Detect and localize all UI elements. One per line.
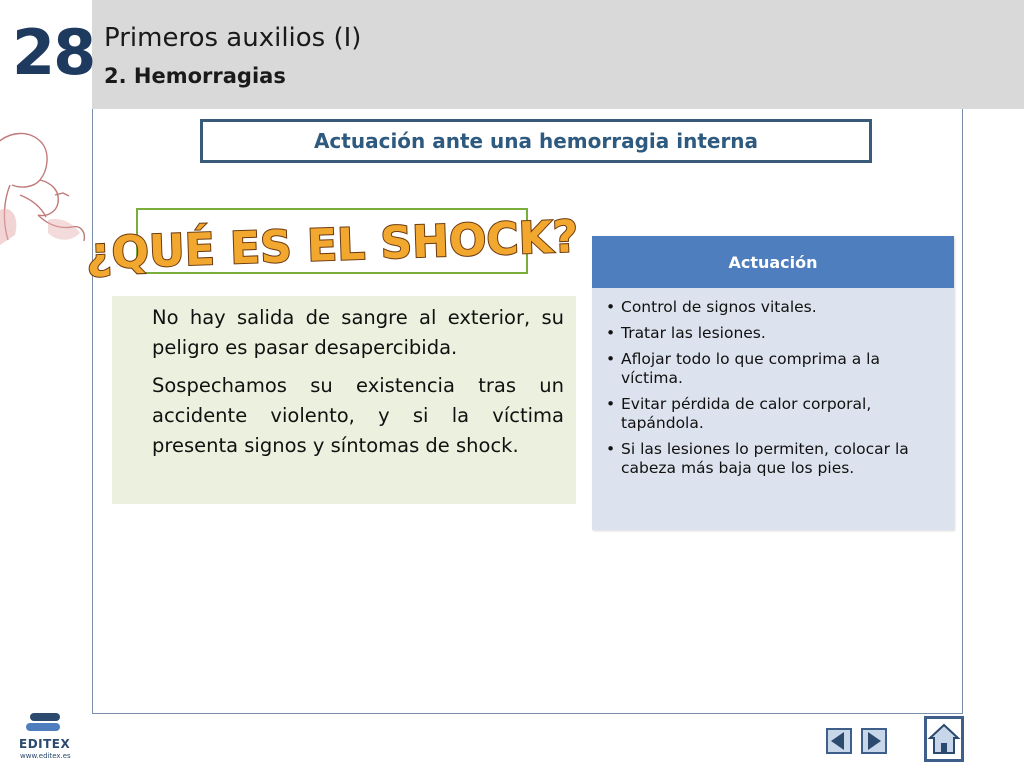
action-list xyxy=(592,288,954,478)
chapter-number: 28 xyxy=(12,16,95,89)
shock-wordart xyxy=(85,210,580,280)
action-card-header: Actuación xyxy=(592,236,954,288)
logo-url: www.editex.es xyxy=(20,752,71,760)
shock-wordart-box xyxy=(85,208,580,280)
shock-wordart-text: ¿QUÉ ES EL SHOCK? xyxy=(85,211,580,280)
home-icon xyxy=(927,719,961,759)
description-paragraph-1: No hay salida de sangre al exterior, su peligro es pasar desapercibida. xyxy=(152,306,564,359)
prev-button[interactable] xyxy=(826,728,852,754)
home-button[interactable] xyxy=(924,716,964,762)
action-item: • Aflojar todo lo que comprima a la víctima. xyxy=(606,350,936,388)
first-aid-illustration xyxy=(0,125,92,265)
action-card xyxy=(592,236,954,530)
chapter-title: Primeros auxilios (I) xyxy=(104,23,362,53)
arrow-left-icon xyxy=(828,730,850,752)
section-title: Actuación ante una hemorragia interna xyxy=(200,119,872,163)
logo-name: EDITEX xyxy=(19,737,71,751)
action-item: • Evitar pérdida de calor corporal, tapándola. xyxy=(606,395,936,433)
description-text xyxy=(152,303,564,469)
arrow-right-icon xyxy=(863,730,885,752)
action-item: • Si las lesiones lo permiten, colocar la cabeza más baja que los pies. xyxy=(606,440,936,478)
description-paragraph-2: Sospechamos su existencia tras un accidente violento, y si la víctima presenta signos y síntomas de shock. xyxy=(152,374,564,457)
header-band xyxy=(92,0,1024,109)
next-button[interactable] xyxy=(861,728,887,754)
action-item: • Tratar las lesiones. xyxy=(606,324,936,343)
chapter-subtitle: 2. Hemorragias xyxy=(104,64,286,88)
action-item: • Control de signos vitales. xyxy=(606,298,936,317)
